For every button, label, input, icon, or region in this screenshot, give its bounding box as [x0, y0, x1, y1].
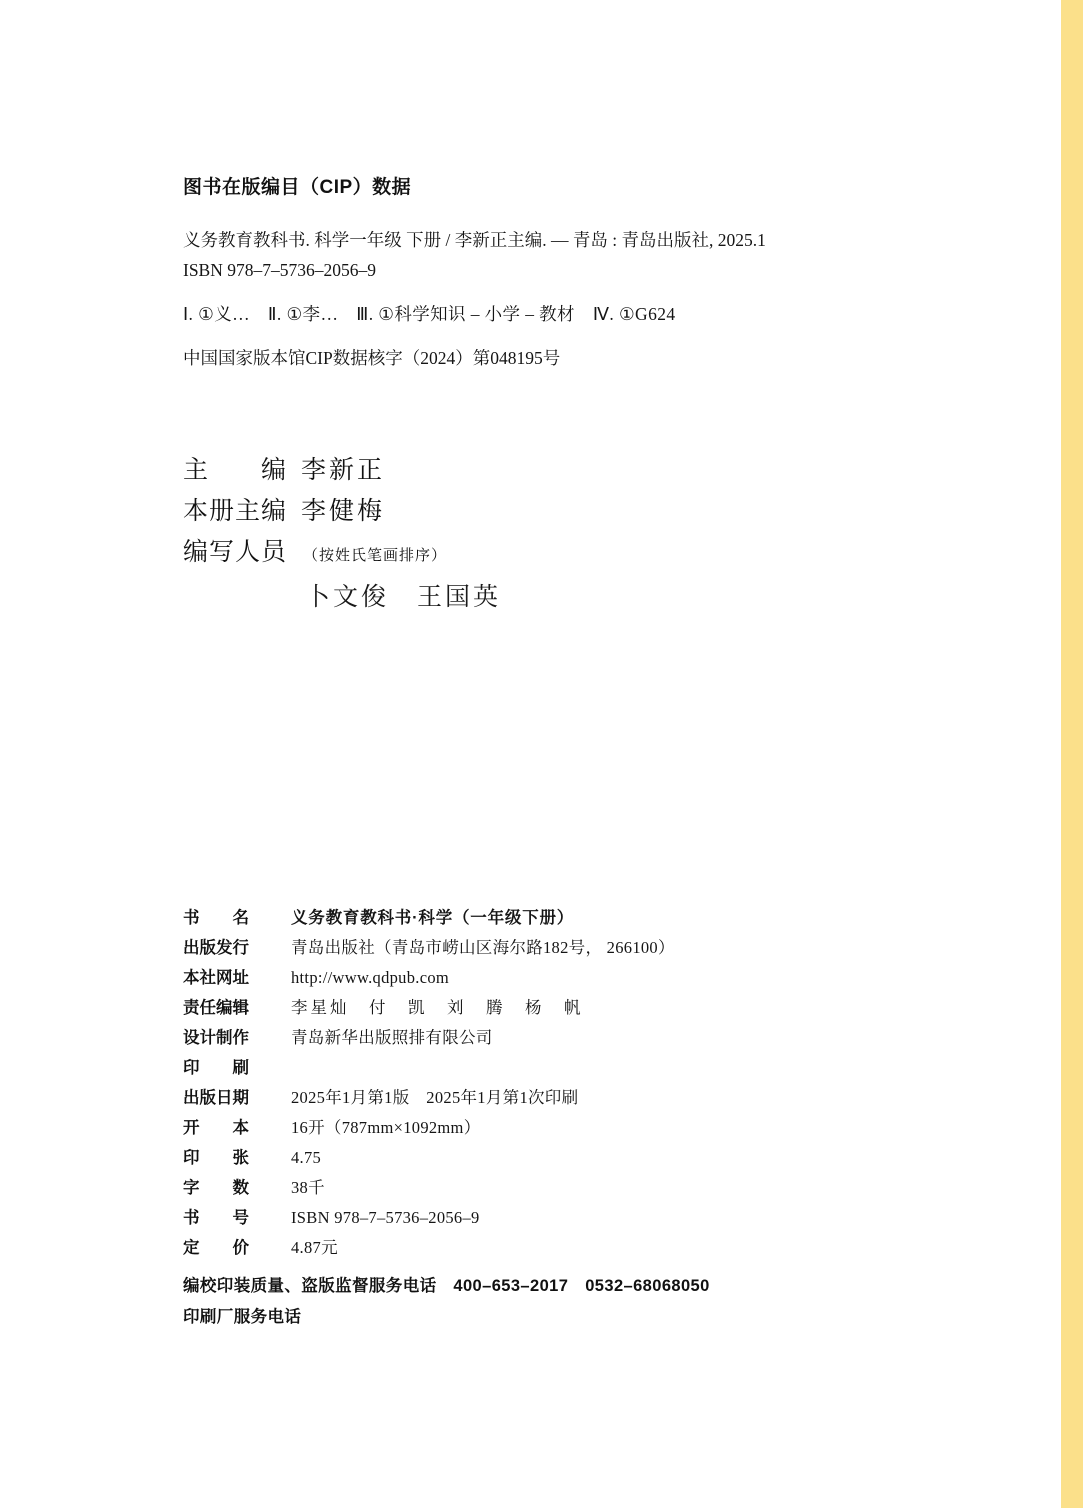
- colophon-value: 4.87元: [291, 1238, 338, 1257]
- colophon-row: [183, 933, 983, 963]
- cip-archive-line: 中国国家版本馆CIP数据核字（2024）第048195号: [183, 348, 561, 368]
- page-edge-band-inner: [1053, 0, 1061, 1508]
- colophon-row: [183, 903, 983, 933]
- chief-editor-row: [183, 450, 883, 491]
- colophon-row: [183, 1233, 983, 1263]
- colophon-value: 38千: [291, 1178, 325, 1197]
- cip-classification-line: Ⅰ. ①义… Ⅱ. ①李… Ⅲ. ①科学知识 – 小学 – 教材 Ⅳ. ①G624: [183, 304, 676, 324]
- cip-spacer-2: [183, 329, 963, 343]
- colophon-spacer: [183, 1263, 983, 1271]
- colophon-row: [183, 1023, 983, 1053]
- colophon-key: 本社网址: [183, 969, 249, 987]
- colophon-value: 义务教育教科书·科学（一年级下册）: [291, 909, 575, 927]
- colophon-value: 青岛出版社（青岛市崂山区海尔路182号， 266100）: [291, 938, 675, 957]
- colophon-key: 出版日期: [183, 1089, 249, 1107]
- factory-hotline-line: 印刷厂服务电话: [183, 1308, 302, 1326]
- quality-hotline-line: 编校印装质量、盗版监督服务电话 400–653–2017 0532–68068050: [183, 1277, 710, 1295]
- page-edge-band: [1061, 0, 1083, 1508]
- colophon-row: [183, 993, 983, 1023]
- colophon-key: 责任编辑: [183, 999, 249, 1017]
- colophon-key: 印 张: [183, 1149, 249, 1167]
- colophon-key: 印 刷: [183, 1059, 249, 1077]
- colophon-value: 李星灿 付 凯 刘 腾 杨 帆: [291, 998, 584, 1017]
- volume-editor-row: [183, 491, 883, 532]
- writers-row: [183, 532, 883, 577]
- colophon-row: [183, 1173, 983, 1203]
- colophon-row: [183, 1203, 983, 1233]
- colophon-key: 书 号: [183, 1209, 249, 1227]
- colophon-value: 4.75: [291, 1148, 322, 1167]
- editors-block: [183, 450, 883, 618]
- volume-editor-value: 李健梅: [301, 498, 386, 525]
- website-url[interactable]: http://www.qdpub.com: [291, 968, 450, 987]
- colophon-value: ISBN 978–7–5736–2056–9: [291, 1208, 480, 1227]
- colophon-row: [183, 1053, 983, 1083]
- colophon-value: 青岛新华出版照排有限公司: [291, 1028, 493, 1047]
- colophon-key: 定 价: [183, 1239, 249, 1257]
- cip-spacer: [183, 285, 963, 299]
- colophon-row: [183, 1083, 983, 1113]
- colophon-block: [183, 903, 983, 1333]
- volume-editor-label: 本册主编: [183, 498, 288, 525]
- chief-editor-label: 主 编: [183, 457, 288, 484]
- cip-block: [183, 172, 963, 373]
- colophon-value: 16开（787mm×1092mm）: [291, 1118, 481, 1137]
- colophon-key: 书 名: [183, 909, 249, 927]
- colophon-key: 设计制作: [183, 1029, 249, 1047]
- cip-line-1: 义务教育教科书. 科学一年级 下册 / 李新正主编. — 青岛 : 青岛出版社, 2025.1: [183, 230, 766, 250]
- colophon-row: [183, 1113, 983, 1143]
- colophon-key: 开 本: [183, 1119, 249, 1137]
- writers-note: （按姓氏笔画排序）: [303, 548, 448, 564]
- colophon-value: 2025年1月第1版 2025年1月第1次印刷: [291, 1088, 579, 1107]
- colophon-row-website: [183, 963, 983, 993]
- cip-heading: 图书在版编目（CIP）数据: [183, 177, 412, 198]
- cip-line-isbn: ISBN 978–7–5736–2056–9: [183, 260, 376, 280]
- chief-editor-value: 李新正: [301, 457, 386, 484]
- colophon-key: 字 数: [183, 1179, 249, 1197]
- colophon-row: [183, 1143, 983, 1173]
- writers-names: 卜文俊 王国英: [305, 584, 502, 611]
- writers-label: 编写人员: [183, 539, 288, 566]
- colophon-key: 出版发行: [183, 939, 249, 957]
